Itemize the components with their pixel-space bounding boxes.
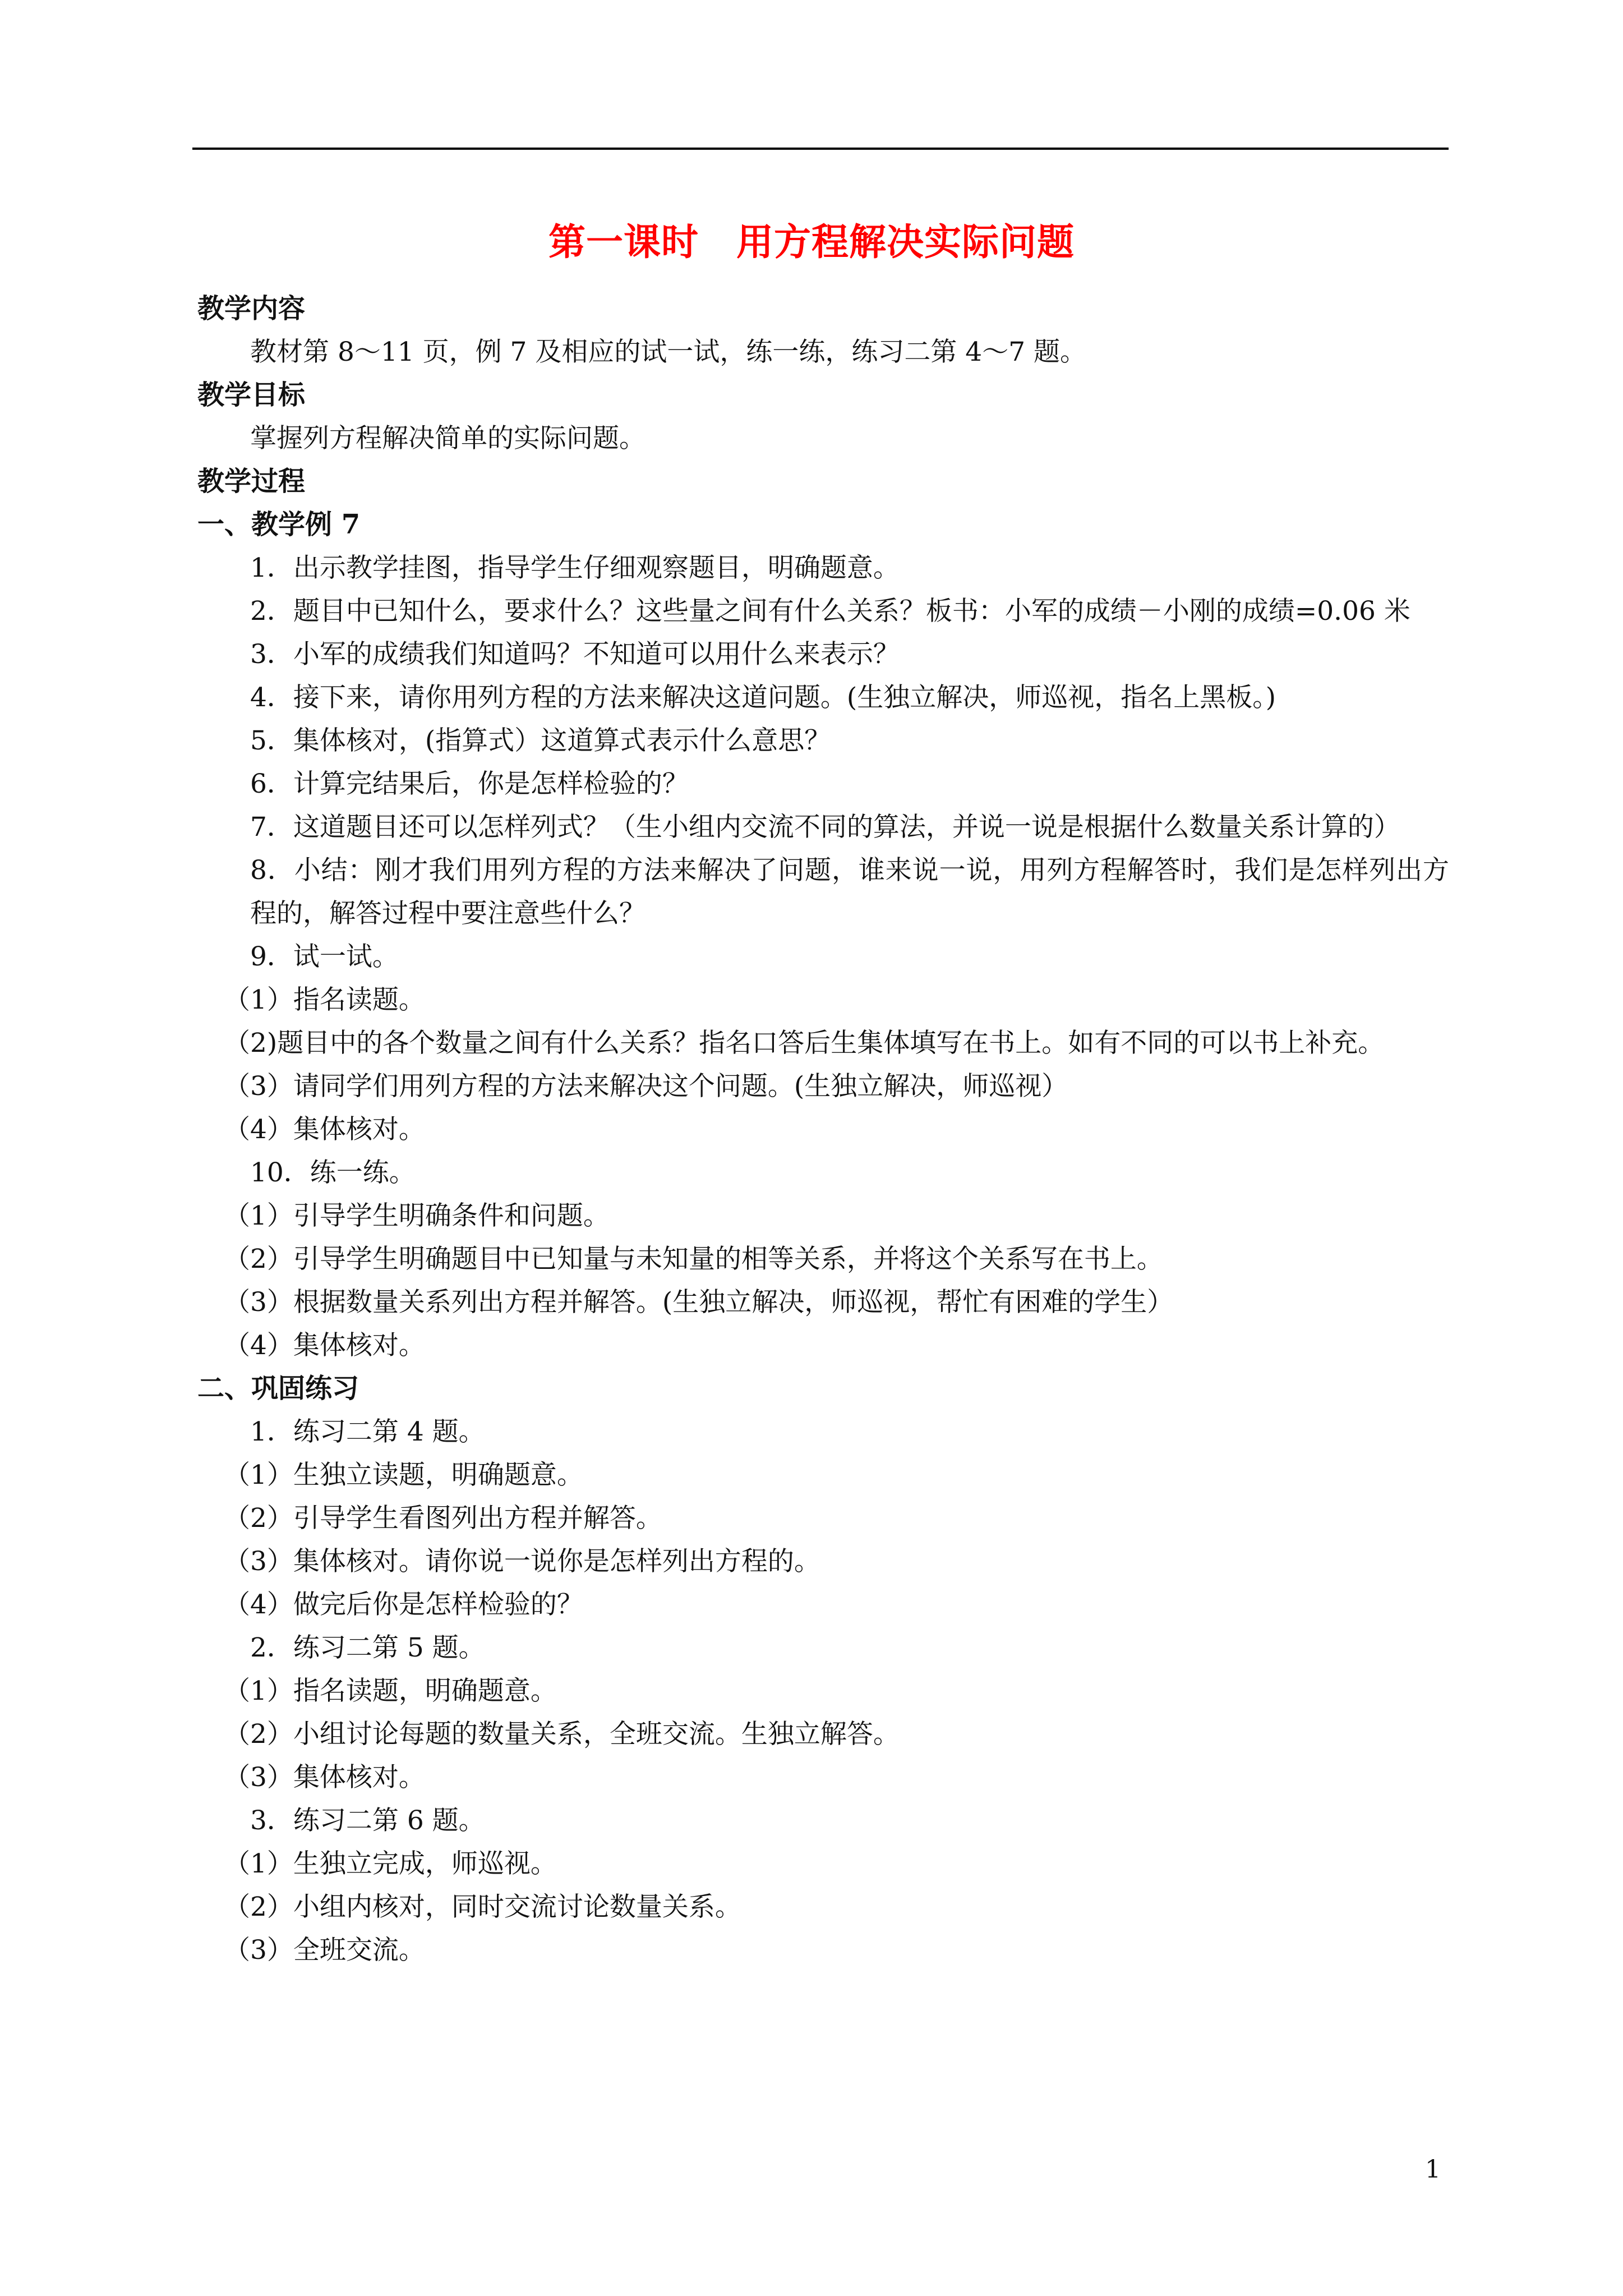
sub-item: （1）引导学生明确条件和问题。 bbox=[224, 1200, 610, 1231]
heading-teaching-process: 教学过程 bbox=[197, 466, 306, 497]
document-body bbox=[197, 287, 1449, 1972]
list-item: 2．练习二第 5 题。 bbox=[250, 1632, 485, 1663]
list-item: 1．练习二第 4 题。 bbox=[250, 1416, 485, 1447]
list-item: 8．小结：刚才我们用列方程的方法来解决了问题，谁来说一说，用列方程解答时，我们是怎样列出方程的，解答过程中要注意些什么？ bbox=[250, 855, 1449, 929]
header-rule bbox=[192, 148, 1449, 150]
sub-item: （1）指名读题，明确题意。 bbox=[224, 1676, 557, 1706]
list-item: 5．集体核对，(指算式）这道算式表示什么意思？ bbox=[250, 725, 831, 756]
page-number: 1 bbox=[1425, 2155, 1441, 2184]
sub-item: （2）小组内核对，同时交流讨论数量关系。 bbox=[224, 1892, 741, 1922]
paragraph: 掌握列方程解决简单的实际问题。 bbox=[250, 423, 645, 454]
list-item: 10．练一练。 bbox=[250, 1157, 416, 1188]
sub-item: （2)题目中的各个数量之间有什么关系？指名口答后生集体填写在书上。如有不同的可以书上补充。 bbox=[224, 1028, 1385, 1059]
sub-item: （3）集体核对。 bbox=[224, 1762, 425, 1793]
section-heading-1: 一、教学例 7 bbox=[197, 509, 361, 540]
sub-item: （1）生独立完成，师巡视。 bbox=[224, 1848, 557, 1879]
sub-item: （1）生独立读题，明确题意。 bbox=[224, 1460, 583, 1490]
heading-teaching-content: 教学内容 bbox=[197, 293, 306, 324]
section-heading-2: 二、巩固练习 bbox=[197, 1373, 359, 1404]
list-item: 3．练习二第 6 题。 bbox=[250, 1805, 485, 1836]
sub-item: （3）全班交流。 bbox=[224, 1935, 425, 1966]
sub-item: （3）根据数量关系列出方程并解答。(生独立解决，师巡视，帮忙有困难的学生） bbox=[224, 1287, 1174, 1318]
heading-teaching-goals: 教学目标 bbox=[197, 379, 306, 411]
list-item: 9．试一试。 bbox=[250, 941, 399, 972]
sub-item: （4）集体核对。 bbox=[224, 1114, 425, 1145]
list-item: 4．接下来，请你用列方程的方法来解决这道问题。(生独立解决，师巡视，指名上黑板。) bbox=[250, 682, 1276, 713]
list-item: 6．计算完结果后，你是怎样检验的？ bbox=[250, 769, 689, 799]
sub-item: （3）集体核对。请你说一说你是怎样列出方程的。 bbox=[224, 1546, 820, 1577]
list-item: 7．这道题目还可以怎样列式？（生小组内交流不同的算法，并说一说是根据什么数量关系计算的） bbox=[250, 812, 1400, 843]
list-item: 3．小军的成绩我们知道吗？不知道可以用什么来表示？ bbox=[250, 639, 900, 670]
sub-item: （2）引导学生看图列出方程并解答。 bbox=[224, 1503, 662, 1534]
sub-item: （2）引导学生明确题目中已知量与未知量的相等关系，并将这个关系写在书上。 bbox=[224, 1244, 1163, 1274]
paragraph: 教材第 8～11 页，例 7 及相应的试一试，练一练，练习二第 4～7 题。 bbox=[250, 337, 1087, 367]
sub-item: （4）做完后你是怎样检验的？ bbox=[224, 1589, 583, 1620]
sub-item: （1）指名读题。 bbox=[224, 984, 425, 1015]
document-title: 第一课时 用方程解决实际问题 bbox=[548, 220, 1075, 264]
sub-item: （3）请同学们用列方程的方法来解决这个问题。(生独立解决，师巡视） bbox=[224, 1071, 1068, 1102]
sub-item: （2）小组讨论每题的数量关系，全班交流。生独立解答。 bbox=[224, 1719, 900, 1750]
sub-item: （4）集体核对。 bbox=[224, 1330, 425, 1361]
list-item: 2．题目中已知什么，要求什么？这些量之间有什么关系？板书：小军的成绩－小刚的成绩=0.06 米 bbox=[250, 596, 1410, 627]
list-item: 1．出示教学挂图，指导学生仔细观察题目，明确题意。 bbox=[250, 553, 900, 583]
